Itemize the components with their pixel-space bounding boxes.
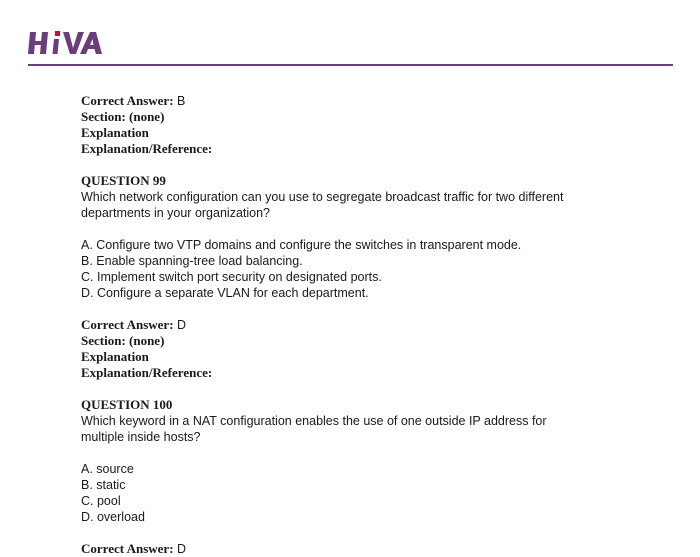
hiva-logo-mark bbox=[28, 28, 104, 58]
question-text-continued: departments in your organization? bbox=[81, 206, 271, 220]
section-line: Section: (none) bbox=[81, 109, 165, 124]
option-a: A. Configure two VTP domains and configure the switches in transparent mode. bbox=[81, 238, 522, 252]
question-title: QUESTION 99 bbox=[81, 173, 166, 188]
option-d: D. overload bbox=[81, 510, 145, 524]
option-b: B. static bbox=[81, 478, 126, 492]
hiva-logo bbox=[28, 28, 104, 58]
reference-line: Explanation/Reference: bbox=[81, 365, 213, 380]
explanation-line: Explanation bbox=[81, 125, 149, 140]
option-c: C. pool bbox=[81, 494, 121, 508]
correct-answer-line bbox=[81, 317, 641, 333]
correct-answer-value: B bbox=[177, 94, 186, 108]
header-divider bbox=[28, 64, 673, 66]
answer-block bbox=[81, 541, 641, 557]
question-block bbox=[81, 397, 641, 525]
question-text: Which network configuration can you use to segregate broadcast traffic for two different bbox=[81, 190, 564, 204]
option-d: D. Configure a separate VLAN for each department. bbox=[81, 286, 369, 300]
option-b: B. Enable spanning-tree load balancing. bbox=[81, 254, 303, 268]
answer-block bbox=[81, 317, 641, 381]
answer-block bbox=[81, 93, 641, 157]
section-line: Section: (none) bbox=[81, 333, 165, 348]
question-text-continued: multiple inside hosts? bbox=[81, 430, 201, 444]
question-block bbox=[81, 173, 641, 301]
correct-answer-label: Correct Answer: bbox=[81, 541, 174, 556]
correct-answer-line bbox=[81, 93, 641, 109]
option-a: A. source bbox=[81, 462, 134, 476]
document-body bbox=[81, 93, 641, 557]
correct-answer-line bbox=[81, 541, 641, 557]
question-title: QUESTION 100 bbox=[81, 397, 173, 412]
correct-answer-label: Correct Answer: bbox=[81, 317, 174, 332]
correct-answer-value: D bbox=[177, 542, 187, 556]
correct-answer-value: D bbox=[177, 318, 187, 332]
reference-line: Explanation/Reference: bbox=[81, 141, 213, 156]
explanation-line: Explanation bbox=[81, 349, 149, 364]
option-c: C. Implement switch port security on designated ports. bbox=[81, 270, 382, 284]
question-text: Which keyword in a NAT configuration enables the use of one outside IP address for bbox=[81, 414, 547, 428]
correct-answer-label: Correct Answer: bbox=[81, 93, 174, 108]
